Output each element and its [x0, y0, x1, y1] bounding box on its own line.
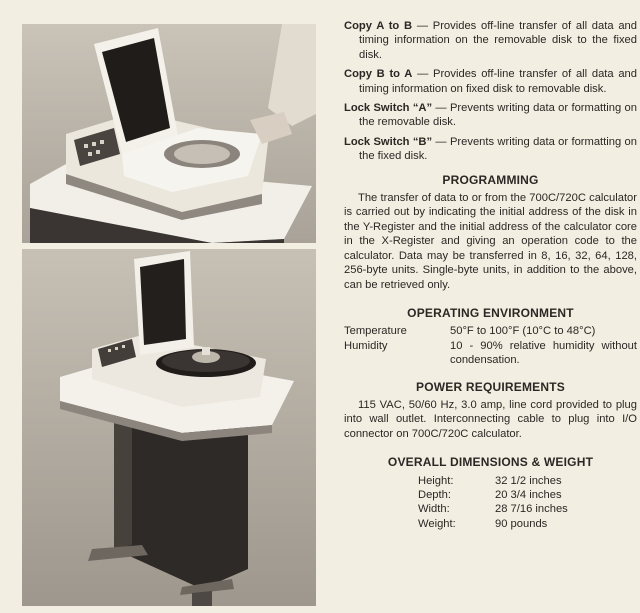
dimension-value: 28 7/16 inches	[495, 503, 568, 516]
power-heading: POWER REQUIREMENTS	[416, 379, 565, 394]
feature-description: — Prevents writing data or formatting on the removable disk.	[359, 102, 637, 129]
feature-description: — Prevents writing data or formatting on the fixed disk.	[359, 135, 637, 163]
spec-text-column	[344, 19, 637, 531]
feature-copy-b-to-a	[344, 67, 637, 96]
photo-disk-unit-open-hand	[22, 24, 316, 243]
feature-description: — Provides off-line transfer of all data and timing information on the removable disk to the fixed disk.	[359, 20, 637, 61]
feature-term: Lock Switch “A”	[344, 102, 433, 115]
programming-text: The transfer of data to or from the 700C/720C calculator is carried out by indicating the initial address of the disk in the Y-Register and the initial address of the calculator core in the X-Register and giving an operation code to the calculator. Data may be transferred in 8, 16, 32, 64, 128, 256-byte units. Single-byte units, in addition to the above, can be retrieved only.	[344, 192, 637, 291]
environment-value: 50°F to 100°F (10°C to 48°C)	[450, 325, 596, 338]
dimensions-table	[418, 474, 637, 532]
feature-description: — Provides off-line transfer of all data and timing information on fixed disk to removable disk.	[359, 68, 637, 95]
dimension-value: 32 1/2 inches	[495, 474, 562, 487]
feature-lock-switch-a	[344, 101, 637, 130]
programming-heading: PROGRAMMING	[442, 172, 539, 187]
feature-lock-switch-b	[344, 135, 637, 164]
power-text: 115 VAC, 50/60 Hz, 3.0 amp, line cord provided to plug into wall outlet. Interconnecting cable to plug into I/O connector on 700C/720C calculator.	[344, 398, 637, 440]
feature-term: Copy A to B	[344, 20, 413, 32]
environment-table	[344, 324, 637, 367]
environment-label: Temperature	[344, 325, 407, 338]
dimensions-heading: OVERALL DIMENSIONS & WEIGHT	[387, 455, 594, 470]
dimension-label: Height:	[418, 474, 454, 487]
dimension-label: Weight:	[418, 517, 456, 530]
environment-value: 10 - 90% relative humidity without condensation.	[450, 339, 637, 367]
dimension-value: 90 pounds	[495, 517, 548, 530]
environment-label: Humidity	[344, 339, 388, 352]
dimension-label: Depth:	[418, 488, 451, 501]
feature-term: Copy B to A	[344, 68, 413, 81]
environment-heading: OPERATING ENVIRONMENT	[407, 305, 574, 320]
photo-disk-unit-on-stand	[22, 249, 316, 606]
feature-copy-a-to-b	[344, 19, 637, 62]
dimension-value: 20 3/4 inches	[495, 488, 562, 501]
feature-term: Lock Switch “B”	[344, 135, 433, 148]
dimension-label: Width:	[418, 503, 450, 516]
